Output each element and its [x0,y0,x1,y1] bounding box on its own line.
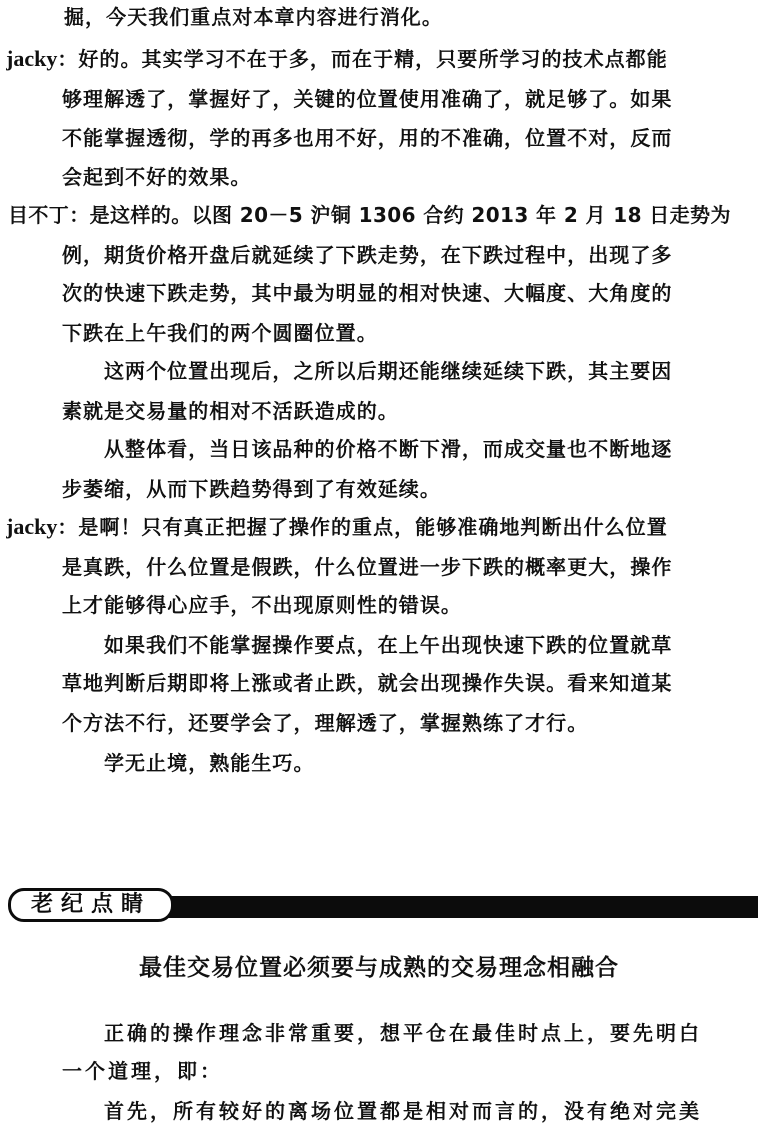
speech-text: ：是啊！只有真正把握了操作的重点，能够准确地判断出什么位置 [57,515,668,539]
speaker-jacky: jacky [6,46,58,71]
text-line: 会起到不好的效果。 [62,165,252,189]
jacky-speech-line [6,514,758,540]
text-line: 素就是交易量的相对不活跃造成的。 [62,399,399,423]
speaker-jacky: jacky [6,514,58,539]
text-line: 例，期货价格开盘后就延续了下跌走势，在下跌过程中，出现了多 [62,243,673,267]
text-line: 个方法不行，还要学会了，理解透了，掌握熟练了才行。 [62,711,589,735]
text-line: 草地判断后期即将上涨或者止跌，就会出现操作失误。看来知道某 [62,671,673,695]
text-line: 次的快速下跌走势，其中最为明显的相对快速、大幅度、大角度的 [62,281,673,305]
jacky-speech-line [6,46,758,72]
text-line: 不能掌握透彻，学的再多也用不好，用的不准确，位置不对，反而 [62,126,673,150]
section-header-band [0,886,758,926]
text-line: 下跌在上午我们的两个圆圈位置。 [62,321,378,345]
mu-speech-line: 目不丁：是这样的。以图 20－5 沪铜 1306 合约 2013 年 2 月 18 日走势为 [8,203,731,227]
text-line: 正确的操作理念非常重要，想平仓在最佳时点上，要先明白 [104,1021,702,1045]
text-line: 学无止境，熟能生巧。 [104,751,315,775]
text-line: 是真跌，什么位置是假跌，什么位置进一步下跌的概率更大，操作 [62,555,673,579]
text-line: 掘，今天我们重点对本章内容进行消化。 [64,5,443,29]
text-line: 上才能够得心应手，不出现原则性的错误。 [62,593,462,617]
section-header-label: 老纪点睛 [8,888,174,922]
text-line: 一个道理，即： [62,1059,223,1083]
section-heading: 最佳交易位置必须要与成熟的交易理念相融合 [139,955,619,981]
text-line: 从整体看，当日该品种的价格不断下滑，而成交量也不断地逐 [104,437,673,461]
text-line: 这两个位置出现后，之所以后期还能继续延续下跌，其主要因 [104,359,673,383]
speech-text: ：好的。其实学习不在于多，而在于精，只要所学习的技术点都能 [57,47,668,71]
text-line: 如果我们不能掌握操作要点，在上午出现快速下跌的位置就草 [104,633,673,657]
text-line: 够理解透了，掌握好了，关键的位置使用准确了，就足够了。如果 [62,87,673,111]
text-line: 步萎缩，从而下跌趋势得到了有效延续。 [62,477,441,501]
section-header-bar [150,896,758,918]
text-line: 首先，所有较好的离场位置都是相对而言的，没有绝对完美 [104,1099,702,1123]
